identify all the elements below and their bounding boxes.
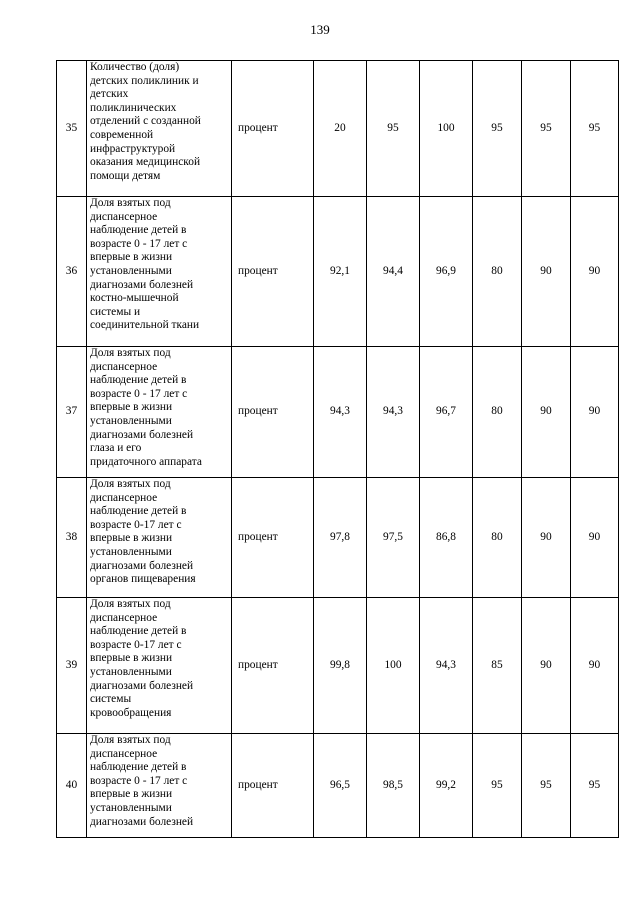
- row-number: 37: [57, 347, 87, 478]
- row-number: 38: [57, 478, 87, 598]
- value-cell: 94,3: [314, 347, 367, 478]
- table-row: [57, 598, 619, 734]
- value-cell: 95: [473, 61, 522, 197]
- table-row: [57, 347, 619, 478]
- value-cell: 94,3: [367, 347, 420, 478]
- indicator-name: Доля взятых под диспансерное наблюдение детей в возрасте 0 - 17 лет с впервые в жизни установленными диагнозами болезней: [87, 734, 232, 838]
- unit-cell: процент: [232, 734, 314, 838]
- unit-cell: процент: [232, 197, 314, 347]
- unit-cell: процент: [232, 347, 314, 478]
- row-number: 36: [57, 197, 87, 347]
- indicator-name: Доля взятых под диспансерное наблюдение детей в возрасте 0-17 лет с впервые в жизни установленными диагнозами болезней органов пищеварения: [87, 478, 232, 598]
- table-row: [57, 61, 619, 197]
- value-cell: 95: [571, 734, 619, 838]
- indicator-name: Доля взятых под диспансерное наблюдение детей в возрасте 0-17 лет с впервые в жизни установленными диагнозами болезней системы кровообращения: [87, 598, 232, 734]
- value-cell: 96,5: [314, 734, 367, 838]
- table-row: [57, 478, 619, 598]
- table-row: [57, 734, 619, 838]
- value-cell: 100: [367, 598, 420, 734]
- value-cell: 20: [314, 61, 367, 197]
- unit-cell: процент: [232, 61, 314, 197]
- value-cell: 90: [522, 197, 571, 347]
- value-cell: 95: [522, 61, 571, 197]
- value-cell: 86,8: [420, 478, 473, 598]
- value-cell: 97,5: [367, 478, 420, 598]
- value-cell: 90: [522, 347, 571, 478]
- value-cell: 96,7: [420, 347, 473, 478]
- value-cell: 95: [367, 61, 420, 197]
- row-number: 39: [57, 598, 87, 734]
- value-cell: 80: [473, 197, 522, 347]
- unit-cell: процент: [232, 478, 314, 598]
- value-cell: 97,8: [314, 478, 367, 598]
- value-cell: 80: [473, 347, 522, 478]
- value-cell: 90: [571, 347, 619, 478]
- indicator-name: Количество (доля) детских поликлиник и детских поликлинических отделений с созданной современной инфраструктурой оказания медицинской помощи детям: [87, 61, 232, 197]
- row-number: 40: [57, 734, 87, 838]
- value-cell: 98,5: [367, 734, 420, 838]
- value-cell: 90: [571, 598, 619, 734]
- value-cell: 100: [420, 61, 473, 197]
- value-cell: 95: [522, 734, 571, 838]
- value-cell: 95: [571, 61, 619, 197]
- table-row: [57, 197, 619, 347]
- value-cell: 90: [571, 197, 619, 347]
- value-cell: 94,3: [420, 598, 473, 734]
- indicators-table: [56, 60, 619, 838]
- value-cell: 95: [473, 734, 522, 838]
- value-cell: 99,2: [420, 734, 473, 838]
- value-cell: 92,1: [314, 197, 367, 347]
- value-cell: 99,8: [314, 598, 367, 734]
- value-cell: 80: [473, 478, 522, 598]
- value-cell: 96,9: [420, 197, 473, 347]
- value-cell: 90: [571, 478, 619, 598]
- indicator-name: Доля взятых под диспансерное наблюдение детей в возрасте 0 - 17 лет с впервые в жизни установленными диагнозами болезней костно-мышечной системы и соединительной ткани: [87, 197, 232, 347]
- row-number: 35: [57, 61, 87, 197]
- value-cell: 85: [473, 598, 522, 734]
- indicator-name: Доля взятых под диспансерное наблюдение детей в возрасте 0 - 17 лет с впервые в жизни установленными диагнозами болезней глаза и его придаточного аппарата: [87, 347, 232, 478]
- value-cell: 90: [522, 598, 571, 734]
- page-number: 139: [310, 22, 330, 37]
- value-cell: 94,4: [367, 197, 420, 347]
- value-cell: 90: [522, 478, 571, 598]
- unit-cell: процент: [232, 598, 314, 734]
